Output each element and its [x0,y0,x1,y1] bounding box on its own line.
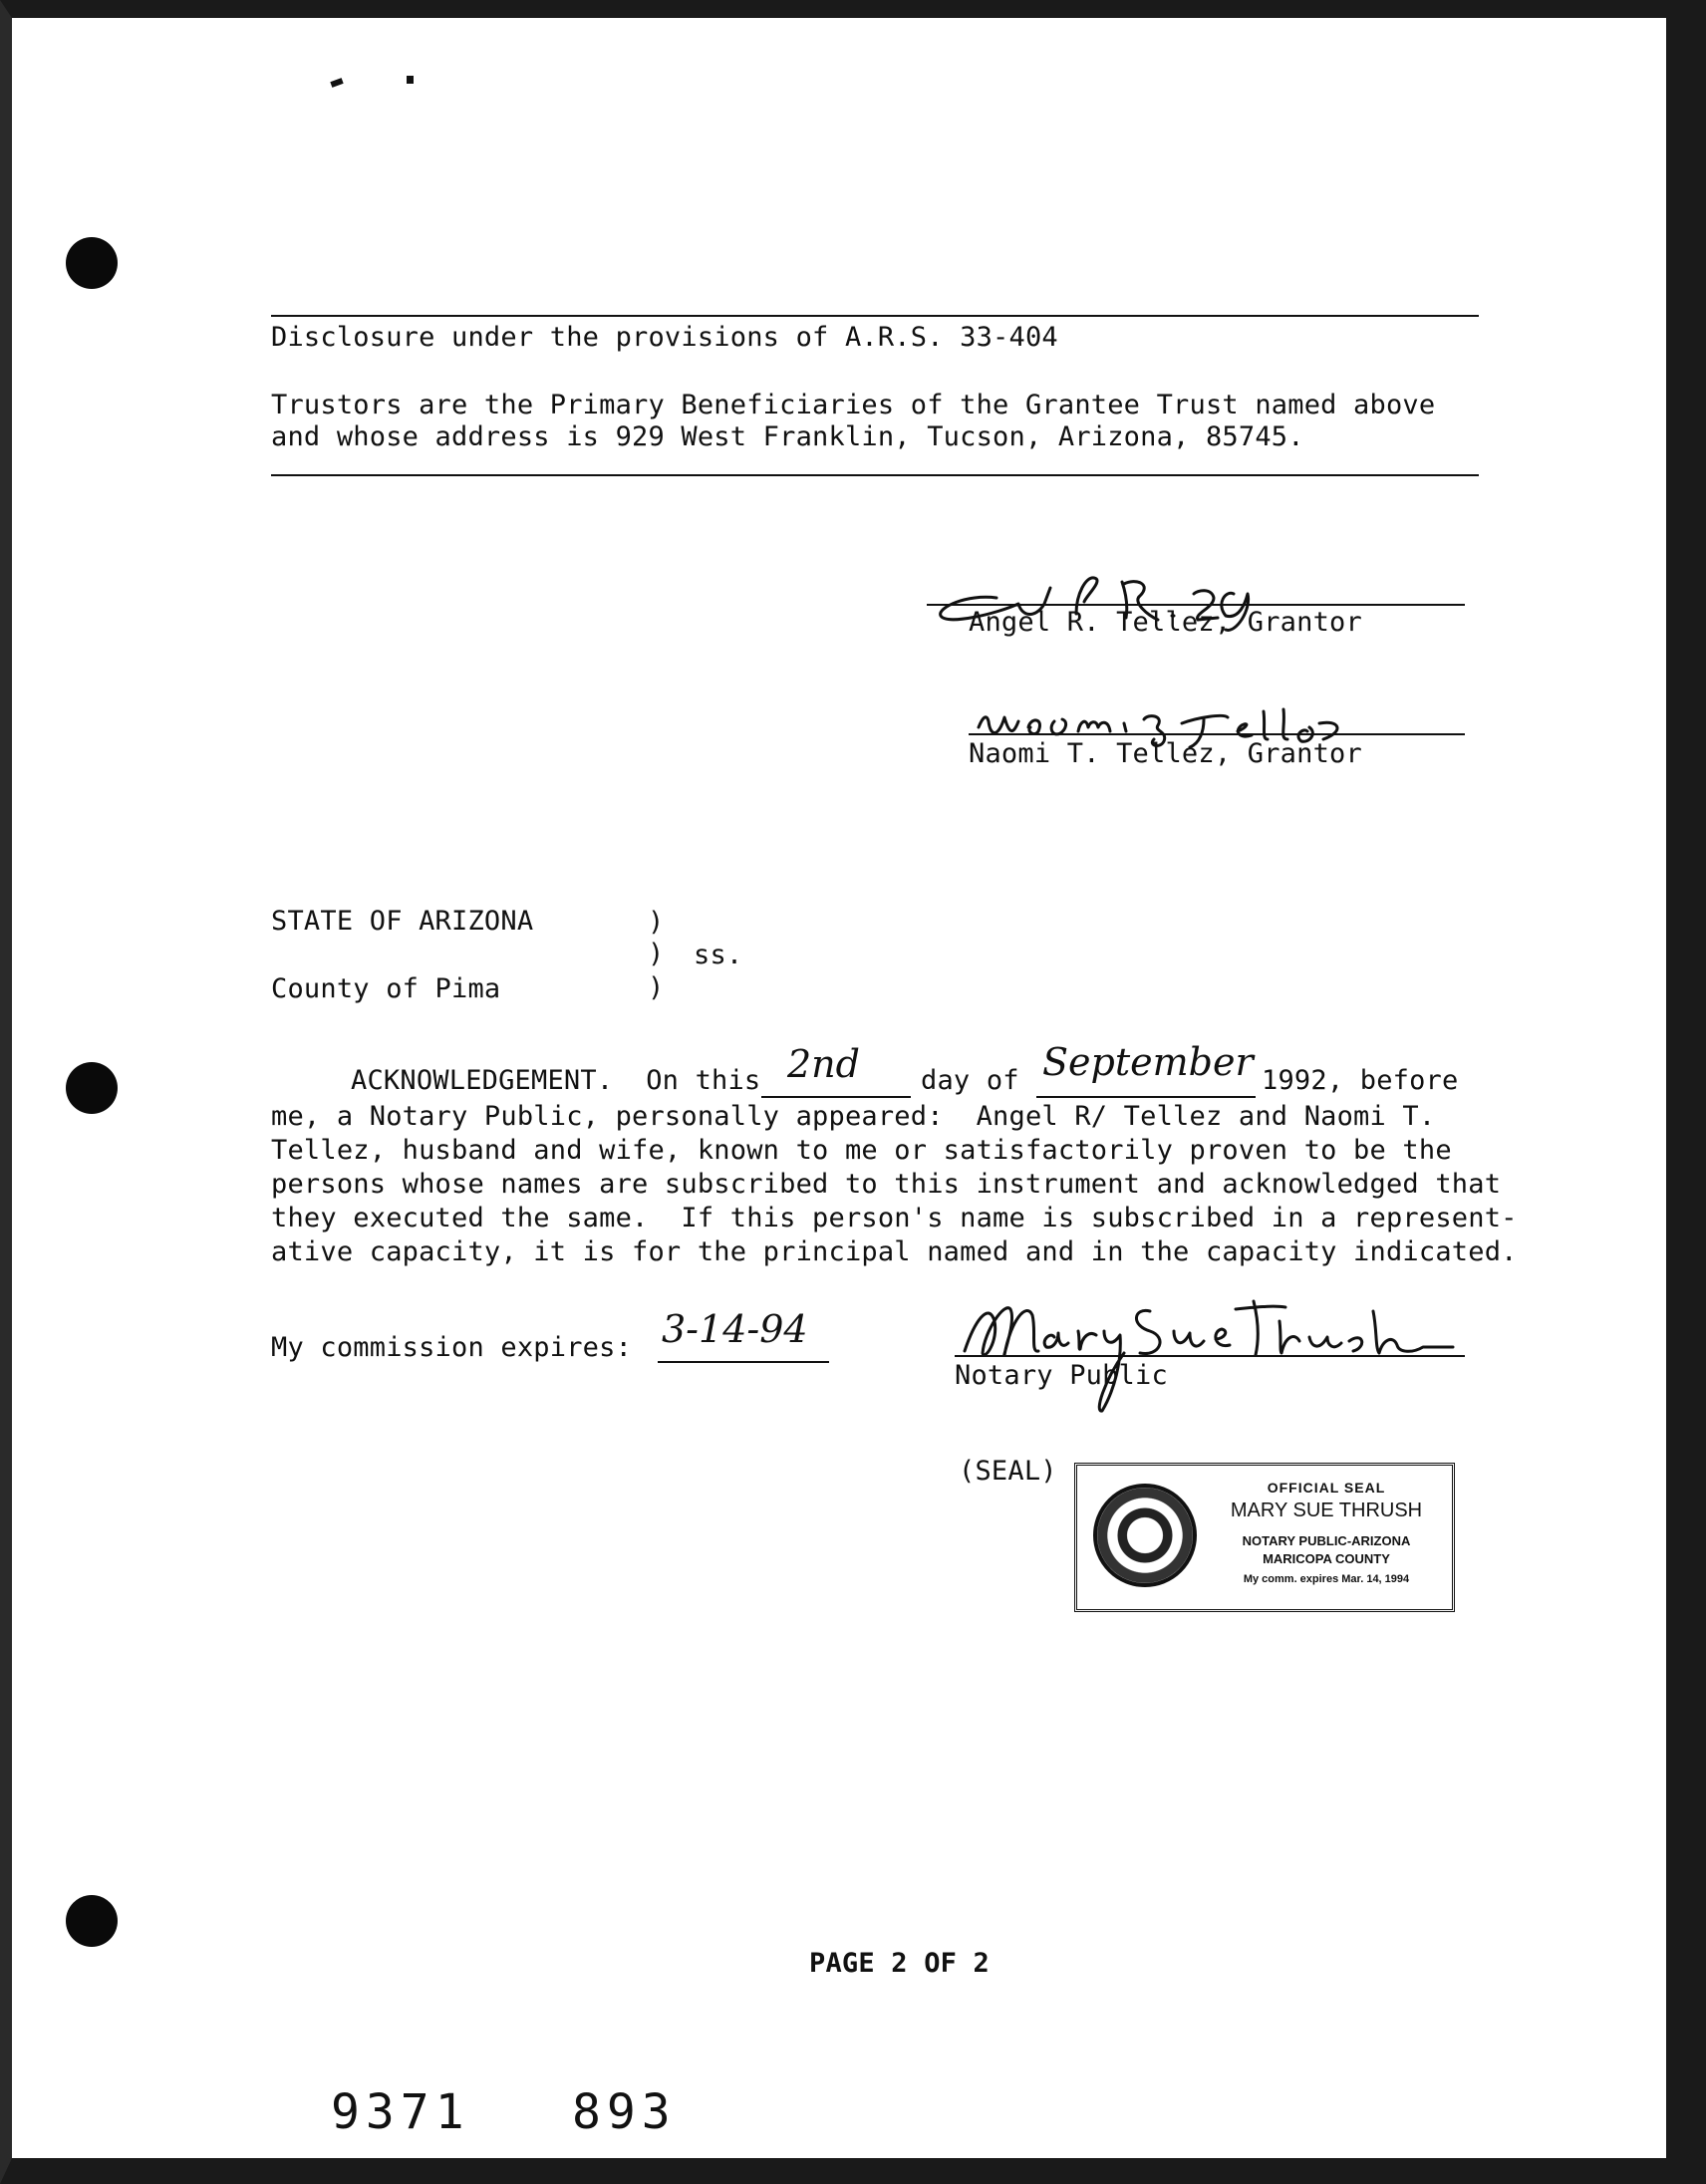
commission-date-line [658,1361,829,1363]
grantor-label-2: Naomi T. Tellez, Grantor [969,738,1362,769]
footer-page-number: 893 [572,2084,677,2140]
disclosure-bottom-rule [271,474,1479,476]
ack-day-of: day of [921,1065,1019,1096]
footer-document-number: 9371 [331,2084,470,2140]
seal-line-5: My comm. expires Mar. 14, 1994 [1243,1573,1410,1585]
venue-bracket-middle: ) [648,939,665,969]
ack-year-tail: 1992, before [1262,1065,1459,1096]
venue-bracket-bottom: ) [648,972,665,1003]
ack-line-4: they executed the same. If this person's name is subscribed in a represent- [271,1203,1518,1233]
seal-line-3: NOTARY PUBLIC-ARIZONA [1242,1533,1411,1548]
notary-line [955,1355,1465,1357]
ack-line-3: persons whose names are subscribed to this instrument and acknowledged that [271,1169,1502,1200]
scan-noise-right [1666,0,1706,2184]
disclosure-line-1: Trustors are the Primary Beneficiaries of the Grantee Trust named above [271,390,1436,420]
punch-hole-top [66,237,118,289]
seal-label: (SEAL) [959,1456,1057,1487]
ack-month-handwritten: September [1042,1040,1254,1084]
page-label: PAGE 2 OF 2 [809,1948,991,1979]
notary-label: Notary Public [955,1360,1168,1391]
ack-lead: ACKNOWLEDGEMENT. On this [351,1065,761,1096]
notary-signature [955,1281,1473,1421]
stray-mark [407,76,414,84]
ack-day-handwritten: 2nd [787,1042,860,1086]
seal-line-2: MARY SUE THRUSH [1230,1500,1423,1521]
official-seal-stamp [1074,1463,1455,1612]
seal-line-1: OFFICIAL SEAL [1267,1480,1386,1496]
disclosure-title: Disclosure under the provisions of A.R.S. 33-404 [271,322,1058,353]
seal-line-4: MARICOPA COUNTY [1263,1551,1390,1566]
state-seal-emblem [1093,1484,1197,1587]
disclosure-top-rule [271,315,1479,317]
venue-state: STATE OF ARIZONA [271,906,534,937]
ack-line-5: ative capacity, it is for the principal named and in the capacity indicated. [271,1236,1518,1267]
ack-line-1: me, a Notary Public, personally appeared: Angel R/ Tellez and Naomi T. [271,1101,1436,1132]
venue-bracket-top: ) [648,907,665,938]
ack-line-2: Tellez, husband and wife, known to me or satisfactorily proven to be the [271,1135,1452,1166]
stray-mark [330,78,343,88]
ack-month-line [1036,1096,1256,1098]
disclosure-line-2: and whose address is 929 West Franklin, Tucson, Arizona, 85745. [271,421,1304,452]
grantor-label-1: Angel R. Tellez, Grantor [969,607,1362,638]
punch-hole-middle [66,1062,118,1114]
commission-date-handwritten: 3-14-94 [662,1307,808,1351]
commission-label: My commission expires: [271,1332,633,1363]
grantor-line-2 [969,733,1465,735]
scan-noise-bottom [0,2158,1706,2184]
ack-day-line [761,1096,911,1098]
punch-hole-bottom [66,1895,118,1947]
venue-ss: ss. [694,940,743,970]
venue-county: County of Pima [271,973,501,1004]
